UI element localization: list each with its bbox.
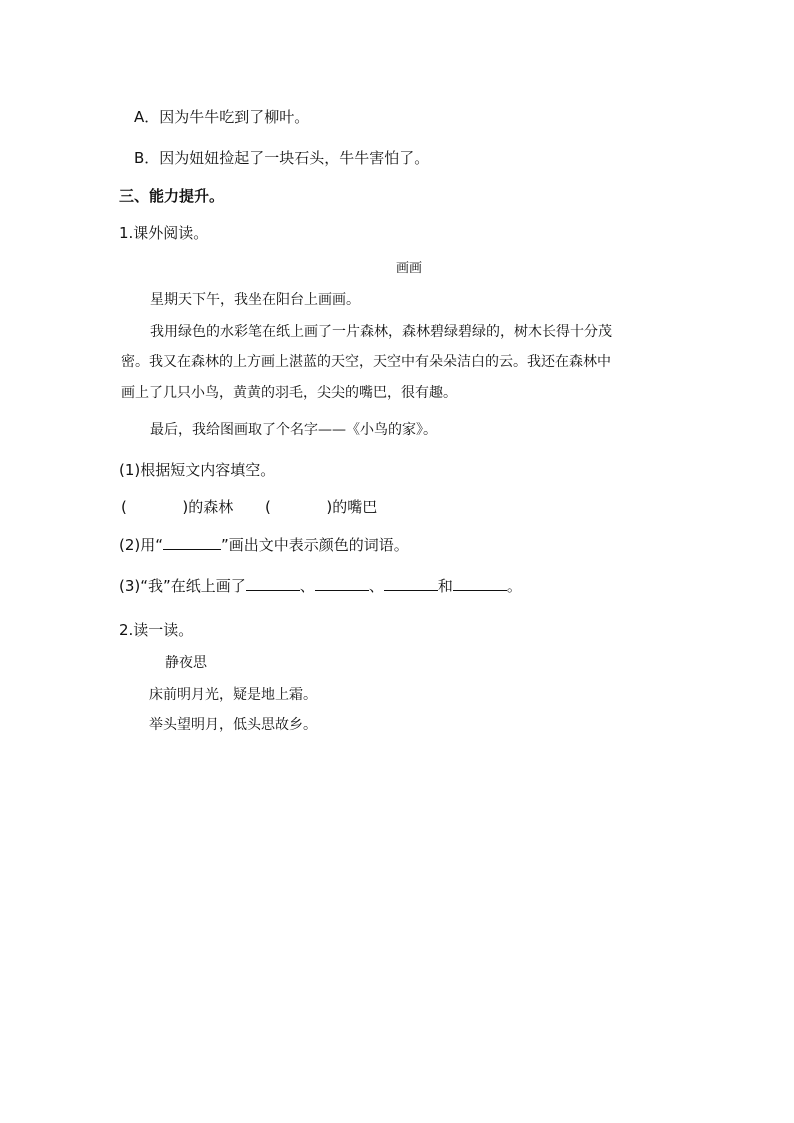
- option-a: A．因为牛牛吃到了柳叶。: [134, 108, 310, 126]
- sub-question-2-prefix: (2)用“: [119, 536, 164, 554]
- passage-paragraph-2-line-3: 画上了几只小鸟，黄黄的羽毛，尖尖的嘴巴，很有趣。: [121, 385, 457, 401]
- poem-title: 静夜思: [165, 655, 207, 671]
- underline-sample: [163, 535, 221, 550]
- sub-question-2-suffix: ”画出文中表示颜色的词语。: [221, 536, 409, 554]
- passage-title: 画画: [396, 261, 423, 276]
- question-2-label: 2.读一读。: [119, 621, 194, 639]
- separator-1: 、: [299, 577, 315, 595]
- separator-2: 、: [368, 577, 384, 595]
- fill-blank-beak: [265, 497, 377, 517]
- sub-question-3: [119, 576, 522, 596]
- option-b: B．因为妞妞捡起了一块石头，牛牛害怕了。: [134, 149, 430, 167]
- beak-label: )的嘴巴: [326, 498, 378, 516]
- conjunction: 和: [437, 577, 453, 595]
- passage-paragraph-2-line-2: 密。我又在森林的上方画上湛蓝的天空，天空中有朵朵洁白的云。我还在森林中: [121, 354, 611, 370]
- passage-paragraph-2-line-1: 我用绿色的水彩笔在纸上画了一片森林，森林碧绿碧绿的，树木长得十分茂: [150, 324, 612, 340]
- answer-blank-3[interactable]: [384, 576, 438, 591]
- poem-line-1: 床前明月光，疑是地上霜。: [149, 687, 317, 703]
- section-heading: 三、能力提升。: [119, 187, 225, 205]
- sentence-end: 。: [506, 577, 522, 595]
- open-paren: (: [121, 498, 127, 516]
- fill-blank-forest: [121, 497, 233, 517]
- answer-blank-1[interactable]: [246, 576, 300, 591]
- poem-line-2: 举头望明月，低头思故乡。: [149, 717, 317, 733]
- answer-blank-4[interactable]: [453, 576, 507, 591]
- passage-paragraph-1: 星期天下午，我坐在阳台上画画。: [150, 292, 360, 308]
- passage-paragraph-3: 最后，我给图画取了个名字——《小鸟的家》。: [150, 422, 437, 438]
- answer-blank-2[interactable]: [315, 576, 369, 591]
- sub-question-3-prefix: (3)“我”在纸上画了: [119, 577, 246, 595]
- sub-question-2: [119, 535, 409, 555]
- question-1-label: 1.课外阅读。: [119, 224, 209, 242]
- forest-label: )的森林: [182, 498, 234, 516]
- sub-question-1-prompt: (1)根据短文内容填空。: [119, 461, 276, 479]
- open-paren: (: [265, 498, 271, 516]
